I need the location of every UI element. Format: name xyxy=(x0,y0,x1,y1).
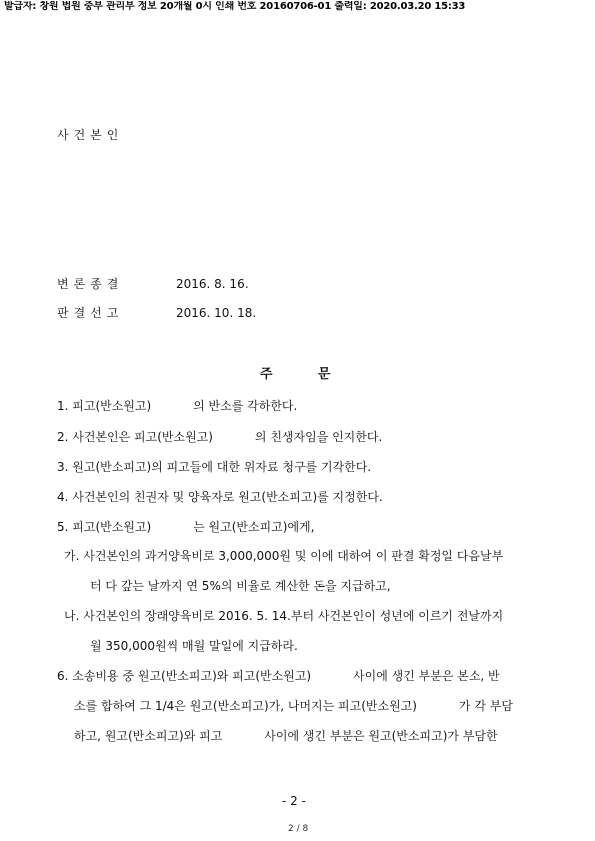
closing-label: 변론종결 xyxy=(57,277,124,291)
order-item: 1. 피고(반소원고) 의 반소를 각하한다. xyxy=(57,399,298,413)
page-number: - 2 - xyxy=(282,794,306,808)
order-item-continuation: 소를 합하여 그 1/4은 원고(반소피고)가, 나머지는 피고(반소원고) 가 각 부담 xyxy=(74,699,513,713)
judgment-label: 판결선고 xyxy=(57,306,124,320)
sub-item-continuation: 터 다 갚는 날까지 연 5%의 비율로 계산한 돈을 지급하고, xyxy=(90,579,391,593)
order-item: 6. 소송비용 중 원고(반소피고)와 피고(반소원고) 사이에 생긴 부분은 본소, 반 xyxy=(57,669,500,683)
print-header: 발급자: 창원 법원 중부 관리부 정보 20개월 0시 인쇄 번호 20160706-01 출력일: 2020.03.20 15:33 xyxy=(4,1,466,12)
page-indicator: 2 / 8 xyxy=(288,824,309,834)
order-item: 2. 사건본인은 피고(반소원고) 의 친생자임을 인지한다. xyxy=(57,430,383,444)
case-person-label: 사건본인 xyxy=(57,128,124,142)
sub-item-continuation: 월 350,000원씩 매월 말일에 지급하라. xyxy=(90,639,298,653)
order-item: 5. 피고(반소원고) 는 원고(반소피고)에게, xyxy=(57,520,315,534)
sub-item: 가. 사건본인의 과거양육비로 3,000,000원 및 이에 대하여 이 판결 확정일 다음날부 xyxy=(64,549,504,563)
order-item: 3. 원고(반소피고)의 피고들에 대한 위자료 청구를 기각한다. xyxy=(57,460,372,474)
closing-date: 2016. 8. 16. xyxy=(176,277,249,291)
judgment-date: 2016. 10. 18. xyxy=(176,306,257,320)
sub-item: 나. 사건본인의 장래양육비로 2016. 5. 14.부터 사건본인이 성년에 이르기 전날까지 xyxy=(64,609,504,623)
order-item: 4. 사건본인의 친권자 및 양육자로 원고(반소피고)를 지정한다. xyxy=(57,490,383,504)
order-item-continuation: 하고, 원고(반소피고)와 피고 사이에 생긴 부분은 원고(반소피고)가 부담한 xyxy=(74,729,498,743)
order-title: 주 문 xyxy=(260,367,331,382)
